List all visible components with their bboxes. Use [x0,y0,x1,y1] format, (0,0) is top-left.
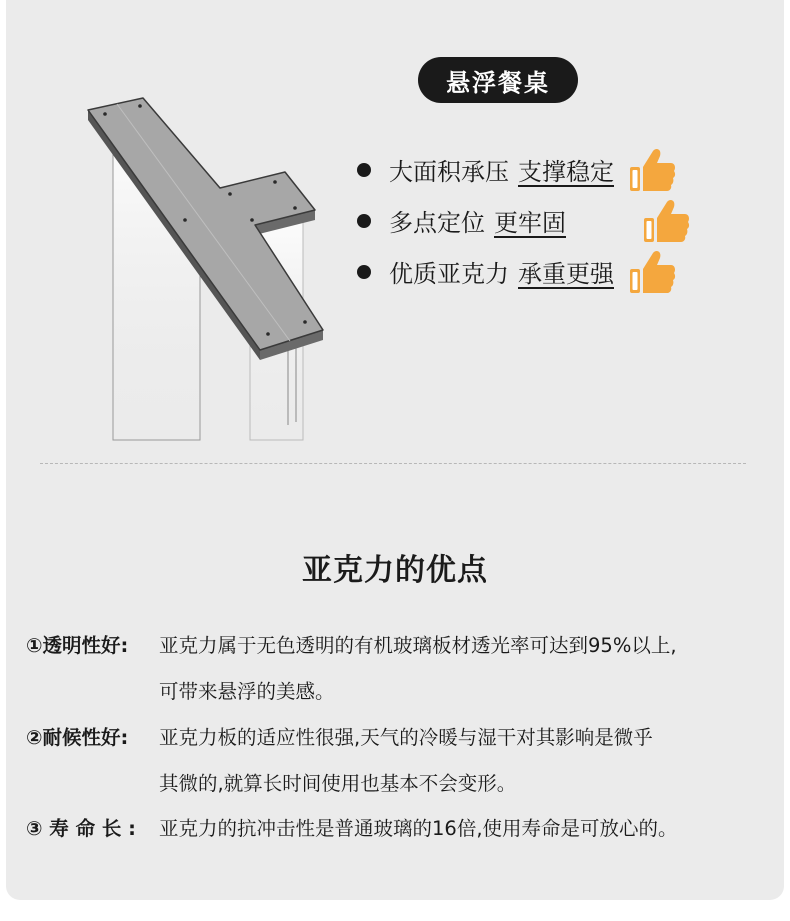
thumbs-up-icon [642,198,690,244]
feature-item [357,195,777,246]
feature-item [357,246,777,297]
feature-text: 大面积承压 [389,158,509,186]
dot-icon [357,163,371,177]
advantage-text: 亚克力板的适应性很强,天气的冷暖与湿干对其影响是微乎 [159,726,653,749]
feature-list [357,144,777,297]
product-badge: 悬浮餐桌 [418,57,578,103]
feature-text: 优质亚克力 [389,260,509,288]
advantage-text: 亚克力的抗冲击性是普通玻璃的16倍,使用寿命是可放心的。 [159,817,678,840]
feature-highlight: 更牢固 [494,209,566,237]
advantage-text-continued: 可带来悬浮的美感。 [159,680,335,703]
advantage-item [26,813,678,841]
advantage-item [26,630,677,658]
advantage-text: 亚克力属于无色透明的有机玻璃板材透光率可达到95%以上, [159,634,677,657]
feature-text: 多点定位 [389,209,485,237]
section-title: 亚克力的优点 [302,553,488,588]
feature-highlight: 承重更强 [518,260,614,288]
advantage-label: ①透明性好: [26,634,129,657]
feature-item [357,144,777,195]
thumbs-up-icon [628,147,676,193]
feature-highlight: 支撑稳定 [518,158,614,186]
advantage-item [26,722,653,750]
advantage-label: ③ 寿 命 长 : [26,817,136,840]
dot-icon [357,214,371,228]
floating-table-illustration [80,90,340,450]
dot-icon [357,265,371,279]
advantage-text-continued: 其微的,就算长时间使用也基本不会变形。 [159,772,517,795]
dashed-divider [40,463,746,464]
thumbs-up-icon [628,249,676,295]
advantage-label: ②耐候性好: [26,726,129,749]
